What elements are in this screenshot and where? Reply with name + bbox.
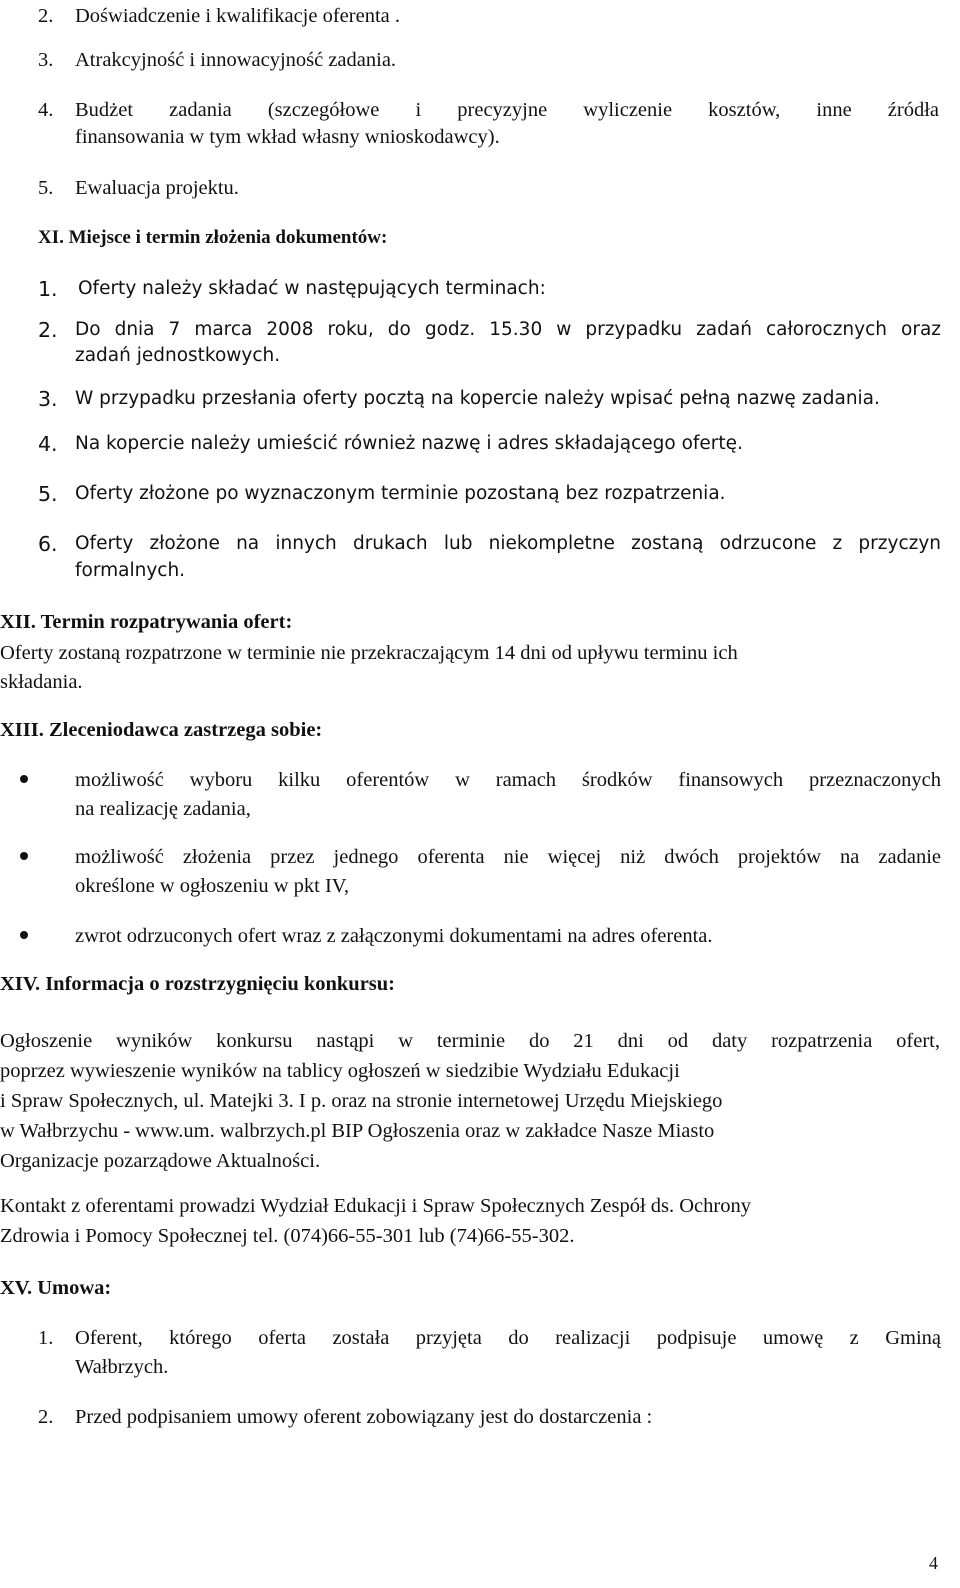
list-item-text: Budżet zadania (szczegółowe i precyzyjne wyliczenie kosztów, inne źródła [75, 99, 939, 121]
list-item-text: Doświadczenie i kwalifikacje oferenta . [75, 5, 400, 27]
list-number: 1. [38, 277, 58, 301]
section-heading: XIII. Zleceniodawca zastrzega sobie: [0, 719, 323, 741]
list-item-text: Do dnia 7 marca 2008 roku, do godz. 15.30 w przypadku zadań całorocznych oraz [75, 319, 941, 340]
section-heading: XV. Umowa: [0, 1277, 112, 1299]
paragraph-text: poprzez wywieszenie wyników na tablicy ogłoszeń w siedzibie Wydziału Edukacji [0, 1060, 680, 1082]
list-item-text: formalnych. [75, 560, 186, 581]
list-item-text: Wałbrzych. [75, 1356, 169, 1378]
list-item-text: możliwość wyboru kilku oferentów w ramach środków finansowych przeznaczonych [75, 769, 941, 791]
list-item-text: określone w ogłoszeniu w pkt IV, [75, 875, 350, 897]
section-heading: XII. Termin rozpatrywania ofert: [0, 611, 293, 633]
list-number: 3. [38, 387, 58, 411]
paragraph-text: w Wałbrzychu - www.um. walbrzych.pl BIP Ogłoszenia oraz w zakładce Nasze Miasto [0, 1120, 715, 1142]
list-item-text: Oferty należy składać w następujących terminach: [78, 278, 546, 299]
list-number: 4. [38, 99, 54, 121]
list-number: 3. [38, 49, 54, 71]
list-item-text: Na kopercie należy umieścić również nazwę i adres składającego ofertę. [75, 433, 743, 454]
paragraph-text: Ogłoszenie wyników konkursu nastąpi w terminie do 21 dni od daty rozpatrzenia ofert, [0, 1030, 940, 1052]
list-number: 5. [38, 482, 58, 506]
list-number: 6. [38, 532, 58, 556]
list-item-text: Przed podpisaniem umowy oferent zobowiązany jest do dostarczenia : [75, 1406, 653, 1428]
section-heading: XIV. Informacja o rozstrzygnięciu konkursu: [0, 973, 396, 995]
paragraph-text: Oferty zostaną rozpatrzone w terminie nie przekraczającym 14 dni od upływu terminu ich [0, 642, 738, 664]
paragraph-text: składania. [0, 671, 83, 693]
paragraph-text: Zdrowia i Pomocy Społecznej tel. (074)66-55-301 lub (74)66-55-302. [0, 1225, 575, 1247]
section-heading: XI. Miejsce i termin złożenia dokumentów: [38, 227, 388, 248]
list-item-text: możliwość złożenia przez jednego oferenta nie więcej niż dwóch projektów na zadanie [75, 846, 941, 868]
paragraph-text: Organizacje pozarządowe Aktualności. [0, 1150, 321, 1172]
list-number: 4. [38, 432, 58, 456]
list-item-text: zadań jednostkowych. [75, 345, 281, 366]
list-item-text: zwrot odrzuconych ofert wraz z załączonymi dokumentami na adres oferenta. [75, 925, 713, 947]
bullet-icon [20, 931, 28, 939]
list-number: 2. [38, 5, 54, 27]
list-item-text: finansowania w tym wkład własny wnioskodawcy). [75, 126, 500, 148]
bullet-icon [20, 775, 28, 783]
bullet-icon [20, 852, 28, 860]
paragraph-text: i Spraw Społecznych, ul. Matejki 3. I p. oraz na stronie internetowej Urzędu Miejskiego [0, 1090, 723, 1112]
list-item-text: Oferty złożone po wyznaczonym terminie pozostaną bez rozpatrzenia. [75, 483, 726, 504]
list-item-text: W przypadku przesłania oferty pocztą na kopercie należy wpisać pełną nazwę zadania. [75, 388, 880, 409]
list-number: 2. [38, 1406, 54, 1428]
page-number: 4 [929, 1553, 938, 1573]
list-number: 2. [38, 318, 58, 342]
paragraph-text: Kontakt z oferentami prowadzi Wydział Edukacji i Spraw Społecznych Zespół ds. Ochrony [0, 1195, 751, 1217]
list-number: 1. [38, 1327, 54, 1349]
list-item-text: Ewaluacja projektu. [75, 177, 239, 199]
list-item-text: Oferty złożone na innych drukach lub niekompletne zostaną odrzucone z przyczyn [75, 533, 941, 554]
list-number: 5. [38, 177, 54, 199]
list-item-text: Oferent, którego oferta została przyjęta do realizacji podpisuje umowę z Gminą [75, 1327, 941, 1349]
list-item-text: na realizację zadania, [75, 798, 251, 820]
list-item-text: Atrakcyjność i innowacyjność zadania. [75, 49, 397, 71]
